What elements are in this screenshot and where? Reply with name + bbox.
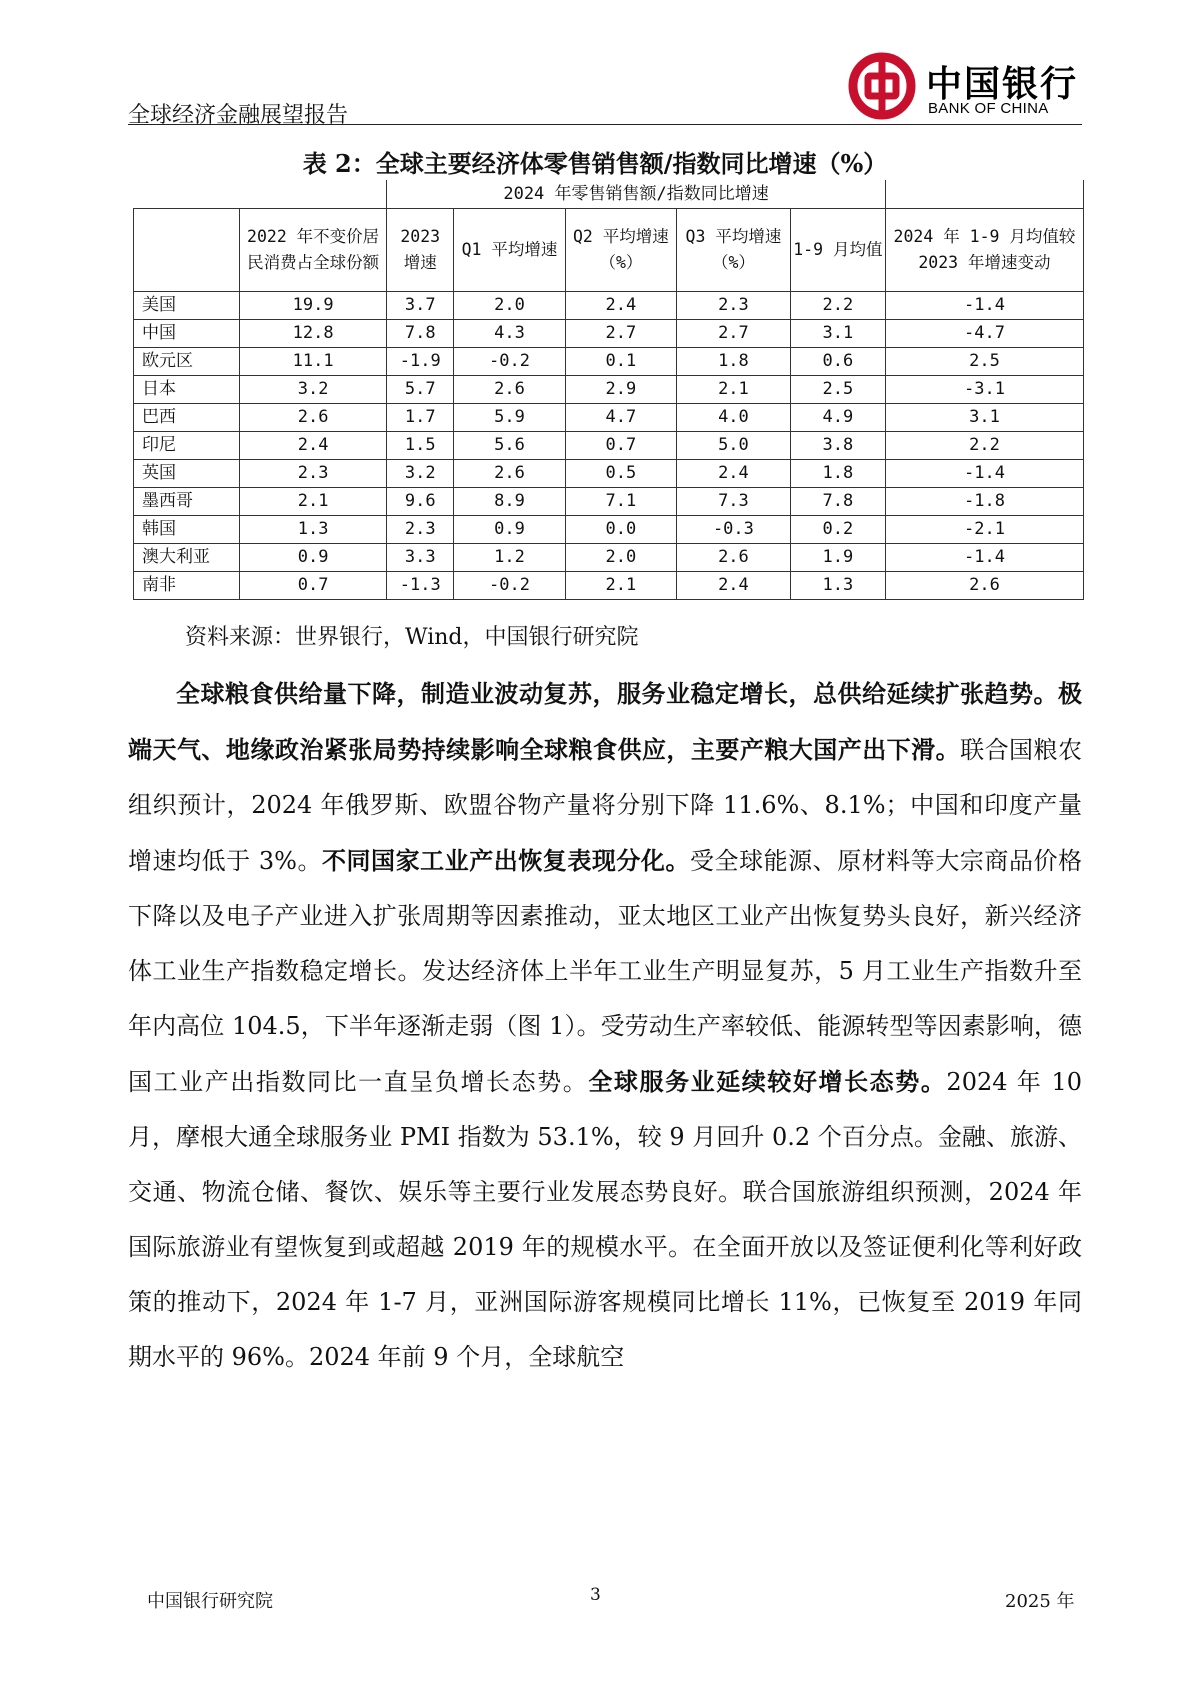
table-row <box>134 571 1084 599</box>
value-cell: 0.7 <box>240 571 387 599</box>
value-cell: -1.3 <box>387 571 454 599</box>
value-cell: 2.9 <box>565 375 676 403</box>
table-row <box>134 291 1084 319</box>
economy-cell: 中国 <box>134 319 240 347</box>
table-row <box>134 459 1084 487</box>
footer-institution: 中国银行研究院 <box>147 1591 273 1612</box>
value-cell: -1.8 <box>885 487 1083 515</box>
economy-cell: 韩国 <box>134 515 240 543</box>
value-cell: 5.7 <box>387 375 454 403</box>
value-cell: -2.1 <box>885 515 1083 543</box>
economy-cell: 日本 <box>134 375 240 403</box>
body-paragraph <box>128 666 1082 1385</box>
value-cell: 2.2 <box>885 431 1083 459</box>
retail-sales-table <box>133 180 1084 600</box>
value-cell: 1.8 <box>790 459 885 487</box>
value-cell: 3.1 <box>790 319 885 347</box>
body-text: 联合国粮农组织预计，2024 年俄罗斯、欧盟谷物产量将分别下降 11.6%、8.1%；中国和印度产量增速均低于 3%。 <box>128 736 1083 875</box>
economy-cell: 美国 <box>134 291 240 319</box>
group-header-cell: 2024 年零售销售额/指数同比增速 <box>387 180 886 208</box>
table-row <box>134 431 1084 459</box>
value-cell: 3.3 <box>387 543 454 571</box>
value-cell: 9.6 <box>387 487 454 515</box>
value-cell: 4.0 <box>677 403 791 431</box>
table-column-header-row <box>134 208 1084 291</box>
value-cell: 5.6 <box>454 431 565 459</box>
value-cell: 2.4 <box>240 431 387 459</box>
value-cell: 7.1 <box>565 487 676 515</box>
body-text: 受全球能源、原材料等大宗商品价格下降以及电子产业进入扩张周期等因素推动，亚太地区工业产出恢复势头良好，新兴经济体工业生产指数稳定增长。发达经济体上半年工业生产明显复苏，5 月工业生产指数升至年内高位 104.5，下半年逐渐走弱（图 1）。受劳动生产率较低、能源转型等因素影响，德国工业产出指数同比一直呈负增长态势。 <box>128 847 1083 1096</box>
value-cell: -0.2 <box>454 571 565 599</box>
value-cell: 0.7 <box>565 431 676 459</box>
value-cell: 1.8 <box>677 347 791 375</box>
value-cell: 0.2 <box>790 515 885 543</box>
bold-topic-sentence: 不同国家工业产出恢复表现分化。 <box>321 846 690 875</box>
economy-cell: 欧元区 <box>134 347 240 375</box>
table-row <box>134 375 1084 403</box>
value-cell: 8.9 <box>454 487 565 515</box>
value-cell: 0.5 <box>565 459 676 487</box>
table-row <box>134 319 1084 347</box>
column-header: Q3 平均增速（%） <box>677 208 791 291</box>
bank-of-china-emblem-icon <box>848 52 916 120</box>
value-cell: 0.6 <box>790 347 885 375</box>
value-cell: 2.3 <box>240 459 387 487</box>
bold-topic-sentence: 全球服务业延续较好增长态势。 <box>588 1067 947 1096</box>
value-cell: 2.4 <box>565 291 676 319</box>
value-cell: 2.0 <box>565 543 676 571</box>
value-cell: -3.1 <box>885 375 1083 403</box>
value-cell: 11.1 <box>240 347 387 375</box>
logo-text-en: BANK OF CHINA <box>928 100 1049 117</box>
value-cell: -1.9 <box>387 347 454 375</box>
value-cell: 3.1 <box>885 403 1083 431</box>
table-source-note: 资料来源：世界银行，Wind，中国银行研究院 <box>185 625 639 650</box>
economy-cell: 南非 <box>134 571 240 599</box>
column-header: 1-9 月均值 <box>790 208 885 291</box>
table-group-header-row <box>134 180 1084 208</box>
table-row <box>134 347 1084 375</box>
column-header <box>134 208 240 291</box>
value-cell: 0.0 <box>565 515 676 543</box>
value-cell: 2.4 <box>677 571 791 599</box>
value-cell: 2.2 <box>790 291 885 319</box>
value-cell: 0.9 <box>240 543 387 571</box>
value-cell: 5.9 <box>454 403 565 431</box>
footer-year: 2025 年 <box>1005 1591 1075 1612</box>
value-cell: 19.9 <box>240 291 387 319</box>
report-header-title: 全球经济金融展望报告 <box>128 103 349 128</box>
value-cell: 4.7 <box>565 403 676 431</box>
value-cell: 2.7 <box>565 319 676 347</box>
column-header: 2024 年 1-9 月均值较 2023 年增速变动 <box>885 208 1083 291</box>
value-cell: 12.8 <box>240 319 387 347</box>
table-title: 表 2：全球主要经济体零售销售额/指数同比增速（%） <box>302 149 888 178</box>
column-header: 2022 年不变价居民消费占全球份额 <box>240 208 387 291</box>
value-cell: 4.9 <box>790 403 885 431</box>
value-cell: 2.5 <box>885 347 1083 375</box>
table-row <box>134 543 1084 571</box>
value-cell: 7.3 <box>677 487 791 515</box>
value-cell: 1.7 <box>387 403 454 431</box>
value-cell: 1.3 <box>790 571 885 599</box>
value-cell: 2.1 <box>240 487 387 515</box>
value-cell: -4.7 <box>885 319 1083 347</box>
value-cell: 2.6 <box>240 403 387 431</box>
page-number: 3 <box>590 1585 601 1605</box>
value-cell: -1.4 <box>885 543 1083 571</box>
value-cell: 1.3 <box>240 515 387 543</box>
value-cell: 2.5 <box>790 375 885 403</box>
value-cell: -1.4 <box>885 459 1083 487</box>
value-cell: 3.2 <box>387 459 454 487</box>
table-row <box>134 487 1084 515</box>
table-row <box>134 515 1084 543</box>
value-cell: 3.2 <box>240 375 387 403</box>
logo-text-cn: 中国银行 <box>926 63 1079 105</box>
bold-lead-sentence: 全球粮食供给量下降，制造业波动复苏，服务业稳定增长，总供给延续扩张趋势。极端天气、地缘政治紧张局势持续影响全球粮食供应，主要产粮大国产出下滑。 <box>128 679 1082 764</box>
table-row <box>134 403 1084 431</box>
value-cell: 1.2 <box>454 543 565 571</box>
value-cell: -0.3 <box>677 515 791 543</box>
economy-cell: 英国 <box>134 459 240 487</box>
value-cell: 2.1 <box>565 571 676 599</box>
value-cell: 2.6 <box>885 571 1083 599</box>
value-cell: 2.6 <box>454 375 565 403</box>
economy-cell: 巴西 <box>134 403 240 431</box>
value-cell: 7.8 <box>790 487 885 515</box>
table-body <box>134 291 1084 599</box>
value-cell: 0.1 <box>565 347 676 375</box>
value-cell: 0.9 <box>454 515 565 543</box>
value-cell: 1.5 <box>387 431 454 459</box>
value-cell: 2.1 <box>677 375 791 403</box>
value-cell: 1.9 <box>790 543 885 571</box>
value-cell: 3.8 <box>790 431 885 459</box>
body-text: 2024 年 10 月，摩根大通全球服务业 PMI 指数为 53.1%，较 9 月回升 0.2 个百分点。金融、旅游、交通、物流仓储、餐饮、娱乐等主要行业发展态势良好。联合国旅游组织预测，2024 年国际旅游业有望恢复到或超越 2019 年的规模水平。在全面开放以及签证便利化等利好政策的推动下，2024 年 1-7 月，亚洲国际游客规模同比增长 11%，已恢复至 2019 年同期水平的 96%。2024 年前 9 个月，全球航空 <box>128 1068 1083 1371</box>
column-header: Q2 平均增速（%） <box>565 208 676 291</box>
value-cell: 2.6 <box>677 543 791 571</box>
economy-cell: 墨西哥 <box>134 487 240 515</box>
value-cell: 3.7 <box>387 291 454 319</box>
value-cell: -1.4 <box>885 291 1083 319</box>
economy-cell: 澳大利亚 <box>134 543 240 571</box>
value-cell: 5.0 <box>677 431 791 459</box>
value-cell: 2.3 <box>387 515 454 543</box>
value-cell: 4.3 <box>454 319 565 347</box>
column-header: Q1 平均增速 <box>454 208 565 291</box>
value-cell: 2.3 <box>677 291 791 319</box>
value-cell: 7.8 <box>387 319 454 347</box>
bank-of-china-logo <box>848 52 1088 122</box>
value-cell: 2.6 <box>454 459 565 487</box>
column-header: 2023 增速 <box>387 208 454 291</box>
header-divider <box>128 124 1082 125</box>
value-cell: 2.4 <box>677 459 791 487</box>
value-cell: -0.2 <box>454 347 565 375</box>
value-cell: 2.0 <box>454 291 565 319</box>
economy-cell: 印尼 <box>134 431 240 459</box>
value-cell: 2.7 <box>677 319 791 347</box>
